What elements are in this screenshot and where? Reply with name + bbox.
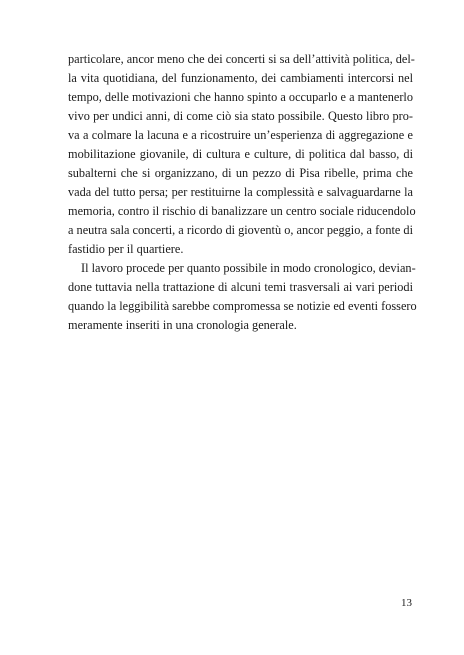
text-line: done tuttavia nella trattazione di alcuni temi trasversali ai vari periodi (68, 280, 413, 294)
page-number: 13 (401, 597, 412, 609)
text-line: mobilitazione giovanile, di cultura e culture, di politica dal basso, di (68, 147, 413, 161)
text-line: fastidio per il quartiere. (68, 242, 184, 256)
text-line: vada del tutto persa; per restituirne la complessità e salvaguardarne la (68, 185, 413, 199)
text-line: Il lavoro procede per quanto possibile in modo cronologico, devian- (81, 261, 416, 275)
text-line: subalterni che si organizzano, di un pezzo di Pisa ribelle, prima che (68, 166, 413, 180)
paragraph-1 (68, 50, 416, 259)
text-line: tempo, delle motivazioni che hanno spinto a occuparlo e a mantenerlo (68, 90, 413, 104)
text-line: meramente inseriti in una cronologia generale. (68, 318, 297, 332)
text-line: particolare, ancor meno che dei concerti si sa dell’attività politica, del- (68, 52, 415, 66)
body-text (68, 50, 417, 335)
text-line: va a colmare la lacuna e a ricostruire un’esperienza di aggregazione e (68, 128, 413, 142)
text-line: quando la leggibilità sarebbe compromessa se notizie ed eventi fossero (68, 299, 417, 313)
paragraph-2 (68, 259, 417, 335)
text-line: vivo per undici anni, di come ciò sia stato possibile. Questo libro pro- (68, 109, 413, 123)
text-line: memoria, contro il rischio di banalizzare un centro sociale riducendolo (68, 204, 416, 218)
text-line: la vita quotidiana, del funzionamento, dei cambiamenti intercorsi nel (68, 71, 413, 85)
text-line: a neutra sala concerti, a ricordo di gioventù o, ancor peggio, a fonte di (68, 223, 413, 237)
